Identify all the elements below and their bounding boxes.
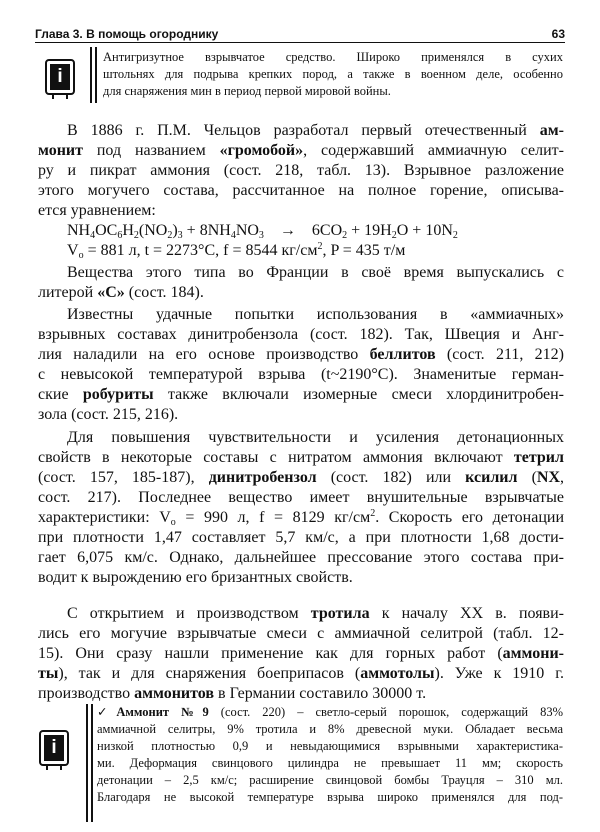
note-rule <box>91 704 93 822</box>
info-note <box>103 49 563 100</box>
text-line: свойств в некоторые составы с нитратом аммония включают тетрил <box>38 449 564 466</box>
text-line: зола (сост. 215, 216). <box>38 406 179 423</box>
text-line: взрывных составах динитробензола (сост. 182). Так, Швеция и Анг- <box>38 326 564 343</box>
text-line: монит под названием «громобой», содержавший аммиачную селит- <box>38 142 564 159</box>
text-line: Вещества этого типа во Франции в своё время выпускались с <box>67 264 564 281</box>
text-line: 15). Они сразу нашли применение как для горных работ (аммони- <box>38 645 564 662</box>
text-line: Для повышения чувствительности и усиления детонационных <box>67 429 564 446</box>
text-line: при плотности 1,47 составляет 5,7 км/с, а при плотности 1,68 дости- <box>38 529 564 546</box>
note-rule <box>95 47 97 103</box>
note-line: аммиачной селитры, 9% тротила и 8% древесной муки. Обладает весьма <box>97 722 563 736</box>
text-line: Известны удачные попытки использования в «аммиачных» <box>67 306 564 323</box>
text-line: литерой «С» (сост. 184). <box>38 284 204 301</box>
page-number: 63 <box>551 27 565 41</box>
note-line: для снаряжения мин в период первой мировой войны. <box>103 84 391 98</box>
text-line: ется уравнением: <box>38 202 156 219</box>
text-line: ские робуриты также включали изомерные смеси хлординитробен- <box>38 386 564 403</box>
note-line: ми. Деформация свинцового цилиндра не превышает 11 мм; скорость <box>97 756 563 770</box>
text-line: этого могучего состава, рассчитанное на полное горение, описыва- <box>38 182 564 199</box>
explosion-parameters: $V_o = 881$ л, t = 2273°C, f = 8544 $кг/см^2$, P = 435 т/м <box>67 241 406 261</box>
text-line: лия наладили на его основе производство беллитов (сост. 211, 212) <box>38 346 565 363</box>
info-icon: i <box>39 730 69 766</box>
note-rule <box>90 47 92 103</box>
text-line: ты), так и для снаряжения боеприпасов (аммотолы). Уже к 1910 г. <box>38 665 564 682</box>
text-line: ру и пикрат аммония (сост. 218, табл. 13). Взрывное разложение <box>38 162 564 179</box>
text-line: сост. 217). Последнее вещество имеет внушительные взрывчатые <box>38 489 564 506</box>
reaction-equation: $NH_4OC_6H_2(NO_2)_3 + 8NH_4NO_3 \to 6CO_2 + 19H_2O + 10N_2$ <box>67 222 458 241</box>
note-line: ✓Аммонит №9 (сост. 220) – светло-серый порошок, содержащий 83% <box>97 705 564 719</box>
text-line: характеристики: $V_o = 990$ л, f = 8129 $кг/см^2$. Скорость его детонации <box>38 508 564 528</box>
text-line: водит к вырождению его бризантных свойств. <box>38 569 353 586</box>
text-line: лись его могучие взрывчатые смеси с аммиачной селитрой (табл. 12- <box>38 625 564 642</box>
note-rule <box>86 704 88 822</box>
text-line: (сост. 157, 185-187), динитробензол (сост. 182) или ксилил (NX, <box>38 469 565 486</box>
text-line: с невысокой температурой взрыва (t~2190°C). Знаменитые герман- <box>38 366 564 383</box>
note-line: детонации – 2,5 км/с; расширение свинцовой бомбы Трауцля – 310 мл. <box>97 773 563 787</box>
note-line: Антигризутное взрывчатое средство. Широко применялся в сухих <box>103 50 563 64</box>
chapter-title: Глава 3. В помощь огороднику <box>35 27 219 41</box>
text-line: гает 6,075 км/с. Однако, дальнейшее прессование этого состава при- <box>38 549 564 566</box>
text-line: С открытием и производством тротила к началу XX в. появи- <box>67 605 565 622</box>
arrow-icon: → <box>279 222 296 239</box>
info-icon: i <box>45 59 75 95</box>
running-header <box>35 26 565 43</box>
info-note <box>97 704 563 806</box>
text-line: производство аммонитов в Германии составило 30000 т. <box>38 685 427 702</box>
text-line: В 1886 г. П.М. Чельцов разработал первый отечественный ам- <box>67 122 564 139</box>
note-line: Благодаря не высокой температуре взрыва широко применялся для под- <box>97 790 563 804</box>
note-line: штольнях для подрыва крепких пород, а также в военном деле, особенно <box>103 67 563 81</box>
note-line: низкой плотностью 0,9 и невыдающимися взрывными характеристика- <box>97 739 563 753</box>
